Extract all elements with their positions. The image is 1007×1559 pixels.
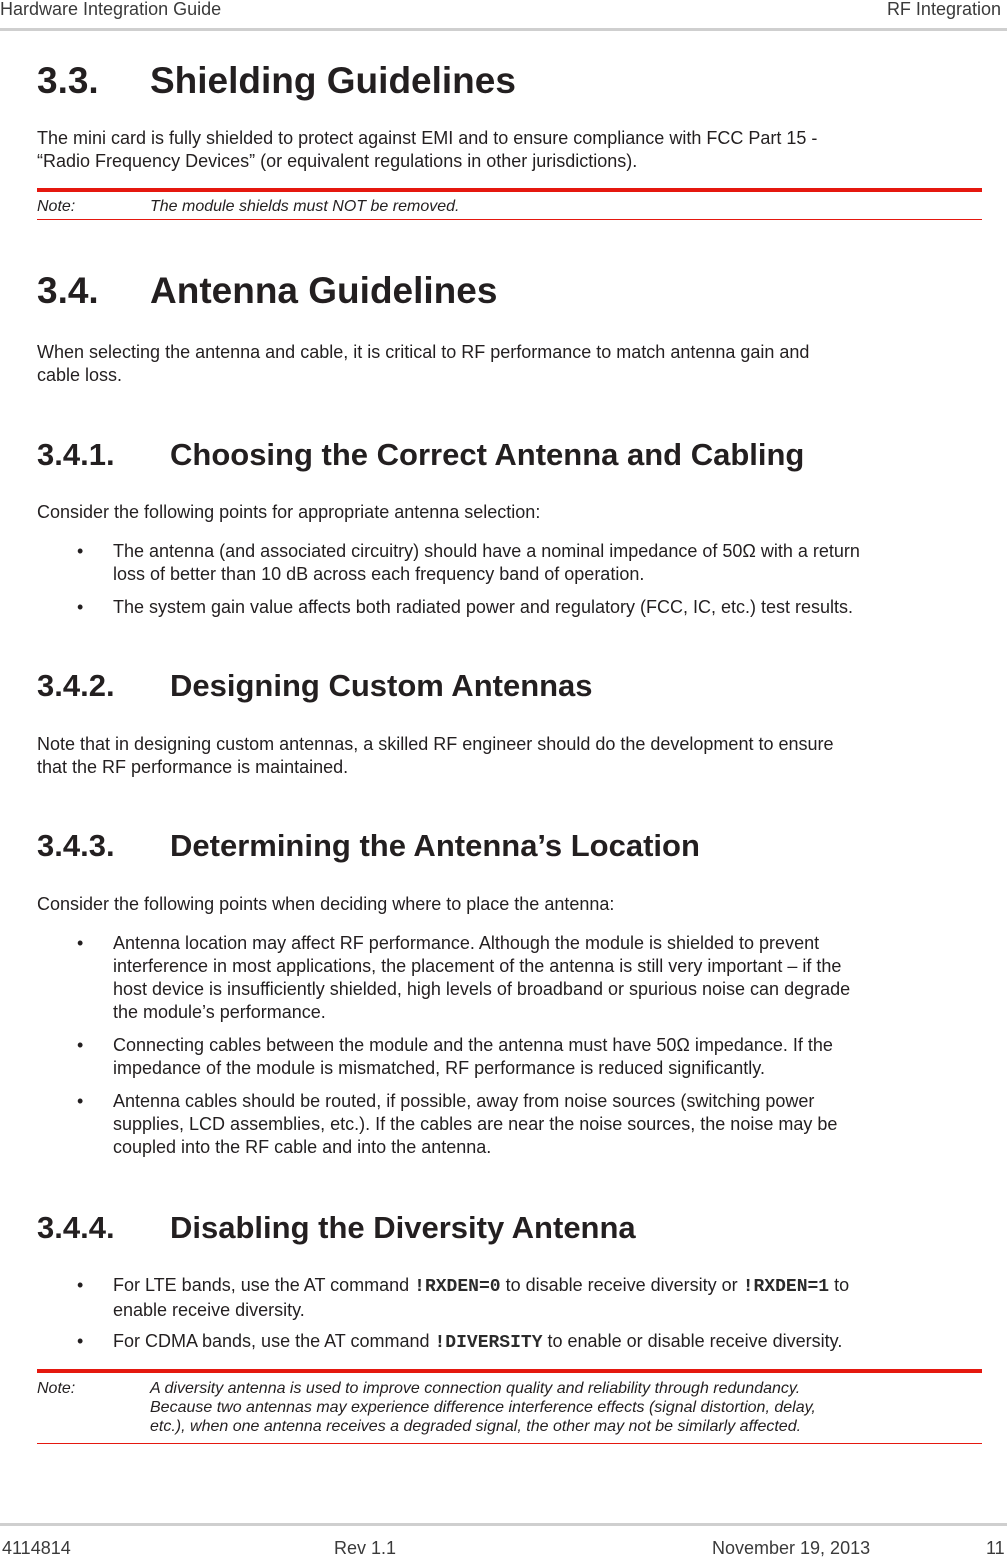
- paragraph-line: The mini card is fully shielded to protect against EMI and to ensure compliance with FCC Part 15 -: [37, 128, 818, 148]
- section-title: Determining the Antenna’s Location: [170, 828, 700, 863]
- antenna-location-intro: Consider the following points when deciding where to place the antenna:: [37, 894, 615, 914]
- list-item-text: For LTE bands, use the AT command: [113, 1275, 415, 1295]
- bullet-icon: •: [77, 541, 84, 561]
- list-item-line: Antenna location may affect RF performance. Although the module is shielded to prevent: [113, 933, 820, 953]
- list-item-text: to enable or disable receive diversity.: [542, 1331, 843, 1351]
- bullet-icon: •: [77, 1091, 84, 1111]
- section-title: Disabling the Diversity Antenna: [170, 1210, 636, 1245]
- section-number: 3.4.4.: [37, 1210, 115, 1245]
- antenna-selection-intro: Consider the following points for appropriate antenna selection:: [37, 502, 541, 522]
- list-item-line: coupled into the RF cable and into the antenna.: [113, 1137, 492, 1157]
- list-item-line: interference in most applications, the placement of the antenna is still very important – if the: [113, 956, 842, 976]
- list-item-line: supplies, LCD assemblies, etc.). If the cables are near the noise sources, the noise may be: [113, 1114, 838, 1134]
- list-item-line: Connecting cables between the module and the antenna must have 50Ω impedance. If the: [113, 1035, 833, 1055]
- note-top-rule: [37, 188, 982, 192]
- note-label: Note:: [37, 1380, 76, 1397]
- footer-date: November 19, 2013: [712, 1538, 871, 1558]
- list-item-line: The antenna (and associated circuitry) should have a nominal impedance of 50Ω with a return: [113, 541, 860, 561]
- section-number: 3.4.2.: [37, 668, 115, 703]
- list-item-line: loss of better than 10 dB across each frequency band of operation.: [113, 564, 645, 584]
- footer-doc-number: 4114814: [2, 1538, 71, 1558]
- section-number: 3.3.: [37, 60, 99, 101]
- note-label: Note:: [37, 198, 76, 215]
- section-title: Choosing the Correct Antenna and Cabling: [170, 437, 805, 472]
- paragraph-line: that the RF performance is maintained.: [37, 757, 349, 777]
- list-item-text: to disable receive diversity or: [500, 1275, 743, 1295]
- shielding-paragraph: [37, 127, 982, 173]
- list-item-text: For CDMA bands, use the AT command: [113, 1331, 435, 1351]
- bullet-icon: •: [77, 1275, 84, 1295]
- note-line: etc.), when one antenna receives a degraded signal, the other may not be similarly affected.: [150, 1418, 802, 1435]
- header-doc-title: Hardware Integration Guide: [0, 0, 222, 19]
- note-top-rule: [37, 1369, 982, 1373]
- footer-page-number: 11: [986, 1538, 1005, 1558]
- list-item-line: [113, 1330, 983, 1355]
- list-item-line: host device is insufficiently shielded, high levels of broadband or spurious noise can degrade: [113, 979, 851, 999]
- paragraph-line: “Radio Frequency Devices” (or equivalent regulations in other jurisdictions).: [37, 151, 638, 171]
- paragraph-line: cable loss.: [37, 365, 123, 385]
- section-number: 3.4.1.: [37, 437, 115, 472]
- list-item-line: Antenna cables should be routed, if possible, away from noise sources (switching power: [113, 1091, 815, 1111]
- note-line: Because two antennas may experience difference interference effects (signal distortion, delay,: [150, 1399, 816, 1416]
- list-item-text: to: [829, 1275, 850, 1295]
- bullet-icon: •: [77, 1035, 84, 1055]
- note-bottom-rule: [37, 1443, 982, 1444]
- note-line: A diversity antenna is used to improve connection quality and reliability through redundancy.: [150, 1380, 801, 1397]
- custom-antennas-paragraph: [37, 733, 982, 779]
- at-command-rxden-0: !RXDEN=0: [414, 1277, 501, 1297]
- list-item-line: the module’s performance.: [113, 1002, 326, 1022]
- list-item-line: [113, 1274, 983, 1299]
- section-number: 3.4.: [37, 270, 99, 311]
- list-item-line: impedance of the module is mismatched, RF performance is reduced significantly.: [113, 1058, 765, 1078]
- section-title: Antenna Guidelines: [150, 270, 498, 311]
- paragraph-line: When selecting the antenna and cable, it is critical to RF performance to match antenna gain and: [37, 342, 810, 362]
- list-item-text: The system gain value affects both radiated power and regulatory (FCC, IC, etc.) test results.: [113, 597, 854, 617]
- note-bottom-rule: [37, 219, 982, 220]
- antenna-guidelines-paragraph: [37, 341, 982, 387]
- bullet-icon: •: [77, 933, 84, 953]
- bullet-icon: •: [77, 1331, 84, 1351]
- section-number: 3.4.3.: [37, 828, 115, 863]
- page-header: [0, 0, 1007, 28]
- section-title: Shielding Guidelines: [150, 60, 516, 101]
- at-command-rxden-1: !RXDEN=1: [742, 1277, 830, 1297]
- footer-revision: Rev 1.1: [334, 1538, 397, 1558]
- bullet-icon: •: [77, 597, 84, 617]
- paragraph-line: Note that in designing custom antennas, a skilled RF engineer should do the development to ensure: [37, 734, 834, 754]
- footer-divider: [0, 1523, 1007, 1526]
- section-title: Designing Custom Antennas: [170, 668, 593, 703]
- at-command-diversity: !DIVERSITY: [434, 1333, 543, 1353]
- note-text: The module shields must NOT be removed.: [150, 198, 460, 215]
- header-divider: [0, 28, 1007, 31]
- header-chapter-title: RF Integration: [886, 0, 1001, 19]
- list-item-line: enable receive diversity.: [113, 1300, 305, 1320]
